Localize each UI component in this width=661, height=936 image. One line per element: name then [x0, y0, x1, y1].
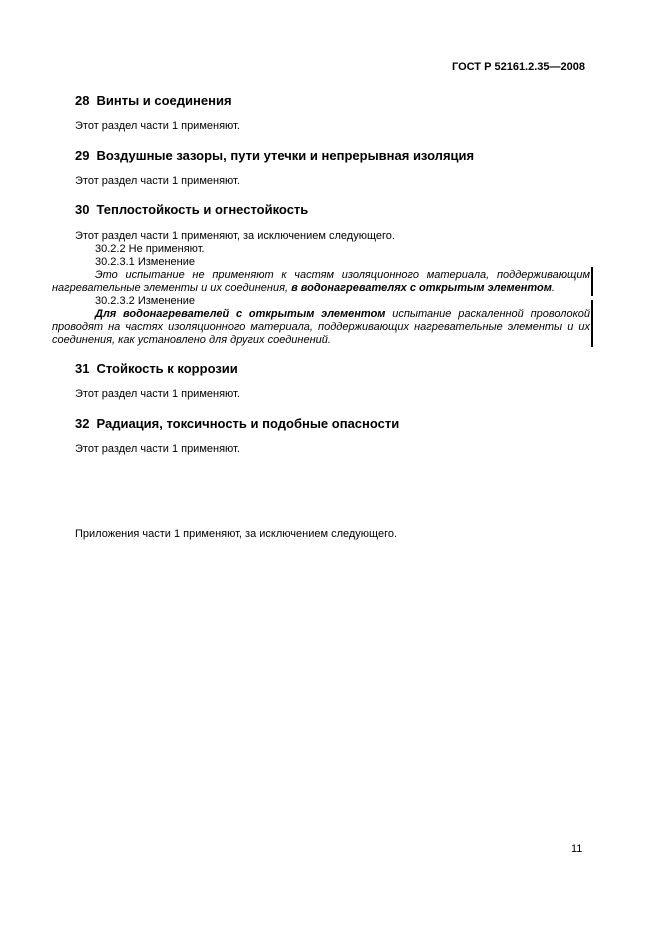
change-bar-2 [591, 300, 593, 347]
section-31-heading [75, 361, 238, 376]
section-28-number: 28 [75, 93, 90, 108]
mod2-bold-text: Для водонагревателей с открытым элементом [95, 308, 386, 320]
change-bar-1 [591, 267, 593, 296]
section-28-title: Винты и соединения [96, 93, 232, 108]
section-32-body: Этот раздел части 1 применяют. [75, 443, 240, 455]
document-header: ГОСТ Р 52161.2.35—2008 [451, 61, 585, 73]
mod1-text: Это испытание не применяют к частям изоляционного материала, поддерживающим нагревательные элементы и их соединения, [52, 269, 590, 294]
section-28-heading [75, 93, 232, 108]
mod2-text: испытание раскаленной проволокой проводят на частях изоляционного материала, поддерживающих нагревательные элементы и их соединения, как установлено для других соединений. [52, 308, 590, 346]
section-31-title: Стойкость к коррозии [96, 361, 238, 376]
section-32-number: 32 [75, 416, 90, 431]
section-30-heading [75, 202, 308, 217]
section-28-body: Этот раздел части 1 применяют. [75, 120, 240, 132]
section-30-intro: Этот раздел части 1 применяют, за исключением следующего. [75, 230, 395, 242]
section-29-number: 29 [75, 148, 90, 163]
mod1-bold-text: в водонагревателях с открытым элементом [291, 282, 552, 294]
section-29-heading [75, 148, 474, 163]
clause-30-2-3-2-modification-text [52, 308, 590, 347]
mod1-period: . [551, 282, 555, 294]
page-number: 11 [571, 843, 583, 855]
clause-30-2-3-1-modification-text [52, 269, 590, 295]
section-31-number: 31 [75, 361, 90, 376]
section-32-heading [75, 416, 399, 431]
annex-note: Приложения части 1 применяют, за исключением следующего. [75, 528, 398, 540]
clause-30-2-2: 30.2.2 Не применяют. [95, 243, 205, 255]
section-31-body: Этот раздел части 1 применяют. [75, 388, 240, 400]
section-30-title: Теплостойкость и огнестойкость [96, 202, 309, 217]
section-30-number: 30 [75, 202, 90, 217]
clause-30-2-3-2: 30.2.3.2 Изменение [95, 295, 195, 307]
section-32-title: Радиация, токсичность и подобные опасности [96, 416, 400, 431]
section-29-title: Воздушные зазоры, пути утечки и непрерывная изоляция [96, 148, 475, 163]
clause-30-2-3-1: 30.2.3.1 Изменение [95, 256, 195, 268]
section-30-body [52, 230, 590, 347]
section-29-body: Этот раздел части 1 применяют. [75, 175, 240, 187]
